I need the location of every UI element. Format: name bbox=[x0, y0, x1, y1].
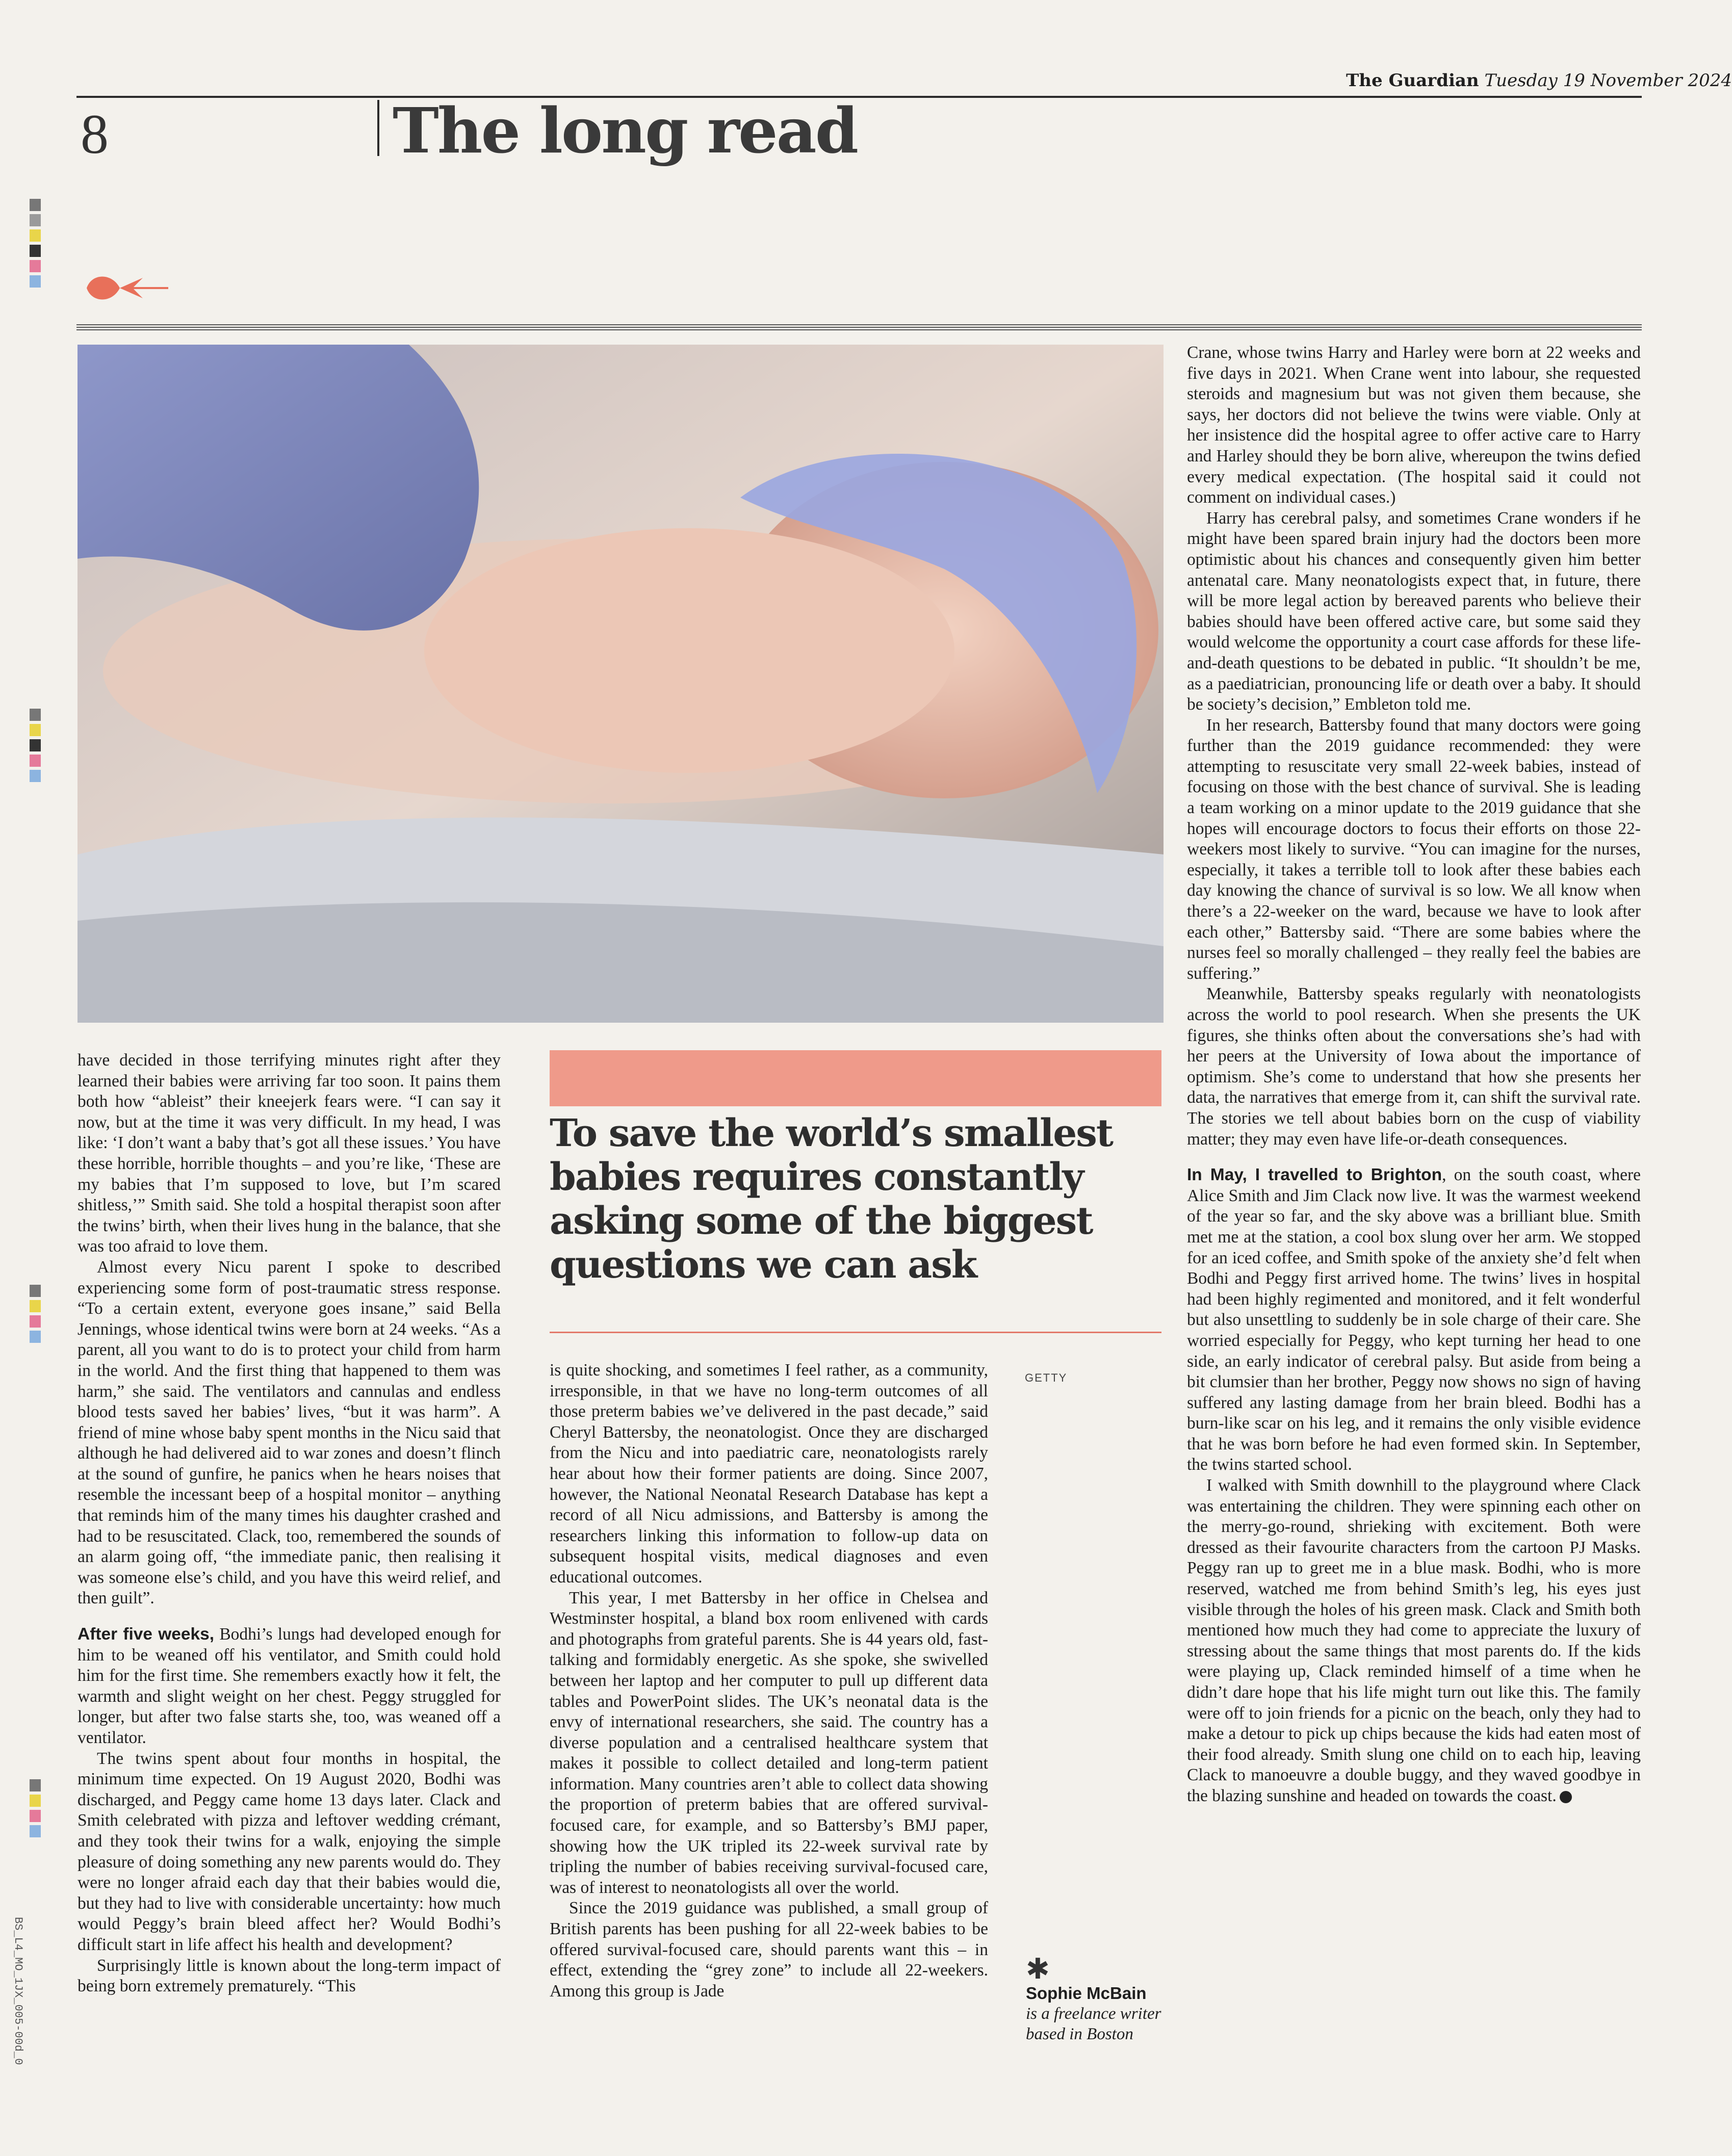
long-read-logo-icon bbox=[82, 263, 173, 314]
paragraph bbox=[77, 1624, 501, 1749]
paragraph-body: Bodhi’s lungs had developed enough for him to be weaned off his ventilator, and Smith could hold him for the first time. She remembers exactly how it felt, the warmth and slight weight on her chest. Peggy struggled for longer, but after two false starts she, too, was weaned off a ventilator. bbox=[77, 1625, 501, 1747]
registration-swatch bbox=[30, 1825, 41, 1837]
registration-swatch bbox=[30, 1285, 41, 1297]
print-margin-code: BS_L4_MO_1JX_005-00d_0 bbox=[12, 1917, 24, 2065]
registration-swatch bbox=[30, 1810, 41, 1822]
registration-swatch bbox=[30, 755, 41, 767]
registration-swatch bbox=[30, 724, 41, 736]
paragraph: Crane, whose twins Harry and Harley were born at 22 weeks and five days in 2021. When Crane went into labour, she requested steroids and magnesium but was not given them because, she says, her doctors did not believe the twins were viable. Only at her insistence did the hospital agree to offer active care to Harry and Harley should they be born alive, whereupon the twins defied every medical expectation. (The hospital said it could not comment on individual cases.) bbox=[1187, 343, 1641, 507]
paragraph-body: , on the south coast, where Alice Smith and Jim Clack now live. It was the warmest weekend of the year so far, and the sky above was a brilliant blue. Smith met me at the station, a cool box slung over her arm. We stopped for an iced coffee, and Smith spoke of the anxiety she’d felt when Bodhi and Peggy first arrived home. The twins’ lives in hospital had been highly regimented and monitored, and it felt wonderful but also unsettling to suddenly be in sole charge of their care. She worried especially for Peggy, who kept turning her head to one side, an early indicator of cerebral palsy. But aside from being a bit clumsier than her brother, Peggy now shows no sign of having suffered any lasting damage from her brain bleed. Bodhi has a burn-like scar on his leg, and it remains the only visible evidence that he was born before he had even formed skin. In September, the twins started school. bbox=[1187, 1165, 1641, 1474]
paragraph: have decided in those terrifying minutes right after they learned their babies were arriving far too soon. It pains them both how “ableist” their kneejerk fears were. “I can say it now, but at the time it was very difficult. In my head, I was like: ‘I don’t want a baby that’s got all these issues.’ You have these horrible, horrible thoughts – and you’re like, ‘These are my babies that I’m supposed to love, but I’m scared shitless,’” Smith said. She told a hospital therapist soon after the twins’ birth, when their lives hung in the balance, that she was too afraid to love them. bbox=[77, 1051, 501, 1256]
byline bbox=[1026, 1983, 1179, 2044]
paragraph: The twins spent about four months in hospital, the minimum time expected. On 19 August 2020, Bodhi was discharged, and Peggy came home 13 days later. Clack and Smith celebrated with pizza and leftover wedding crémant, and they took their twins for a walk, enjoying the simple pleasure of doing something any new parents would do. They were no longer afraid each day that their babies would die, but they had to live with considerable uncertainty: how much would Peggy’s brain bleed affect her? Would Bodhi’s difficult start in life affect his health and development? bbox=[77, 1749, 501, 1954]
registration-swatch bbox=[30, 739, 41, 751]
paragraph: In her research, Battersby found that many doctors were going further than the 2019 guidance recommended: they were attempting to resuscitate very small 22-week babies, instead of focusing on those with the best chance of survival. She is leading a team working on a minor update to the 2019 guidance that she hopes will encourage doctors to focus their efforts on those 22-weekers most likely to survive. “You can imagine for the nurses, especially, it takes a terrible toll to look after these babies each day knowing the chance of survival is so low. We all know when there’s a 22-weeker on the ward, because we have to look after each other,” Battersby said. “There are some babies where the nurses feel so morally challenged – they really feel the babies are suffering.” bbox=[1187, 715, 1641, 983]
registration-swatch bbox=[30, 245, 41, 257]
paragraph-body: I walked with Smith downhill to the playground where Clack was entertaining the children. They were spinning each other on the merry-go-round, shrieking with excitement. Both were dressed as their favourite characters from the cartoon PJ Masks. Peggy ran up to greet me in a blue mask. Bodhi, who is more reserved, watched me from behind Smith’s leg, his eyes just visible through the holes of his green mask. Clack and Smith both mentioned how much they had come to appreciate the luxury of stressing about the same things that most parents do. If the kids were playing up, Clack reminded himself of a time when he didn’t dare hope that his life might turn out like this. The family were off to join friends for a picnic on the beach, only they had to make a detour to pick up chips because the kids had eaten most of their food already. Smith slung one child on to each hip, leaving Clack to manoeuvre a double buggy, and they waved goodbye in the blazing sunshine and headed on towards the coast. bbox=[1187, 1476, 1641, 1805]
photo-credit: GETTY bbox=[1025, 1371, 1068, 1384]
top-rule bbox=[76, 96, 1642, 98]
paragraph: Harry has cerebral palsy, and sometimes Crane wonders if he might have been spared brain injury had the doctors been more optimistic about his chances and consequently given him better antenatal care. Many neonatologists expect that, in future, there will be more legal action by bereaved parents who believe their babies should have been offered active care, but some said they would welcome the opportunity a court case affords for these life-and-death questions to be debated in public. “It shouldn’t be me, as a paediatrician, pronouncing life or death over a baby. It should be society’s decision,” Embleton told me. bbox=[1187, 508, 1641, 714]
paragraph bbox=[1187, 1475, 1641, 1807]
registration-swatch bbox=[30, 1795, 41, 1807]
registration-swatch bbox=[30, 1300, 41, 1312]
article-column-2 bbox=[550, 1360, 988, 2002]
newborn-photo bbox=[77, 345, 1164, 1023]
paragraph: Surprisingly little is known about the long-term impact of being born extremely prematurely. “This bbox=[77, 1956, 501, 1996]
paragraph: This year, I met Battersby in her office in Chelsea and Westminster hospital, a bland box room enlivened with cards and photographs from grateful parents. She is 44 years old, fast-talking and formidably energetic. As she spoke, she swivelled between her laptop and her computer to pull up different data tables and PowerPoint slides. The UK’s neonatal data is the envy of international researchers, she said. The country has a diverse population and a centralised healthcare system that makes it possible to collect detailed and long-term patient information. Many countries aren’t able to collect data showing the proportion of preterm babies that are offered survival-focused care, for example, and so Battersby’s BMJ paper, showing how the UK tripled its 22-week survival rate by tripling the number of babies receiving survival-focused care, was of interest to neonatologists all over the world. bbox=[550, 1588, 988, 1897]
byline-role: is a freelance writer based in Boston bbox=[1026, 2005, 1161, 2043]
paragraph: is quite shocking, and sometimes I feel rather, as a community, irresponsible, in that we have no long-term outcomes of all those preterm babies we’ve delivered in the past decade,” said Cheryl Battersby, the neonatologist. Once they are discharged from the Nicu and into paediatric care, neonatologists rarely hear about how their former patients are doing. Since 2007, however, the National Neonatal Research Database has kept a record of all Nicu admissions, and Battersby is among the researchers linking this information to follow-up data on subsequent hospital visits, medical diagnoses and even educational outcomes. bbox=[550, 1361, 988, 1587]
pull-quote-bar bbox=[550, 1050, 1161, 1106]
registration-swatch bbox=[30, 1779, 41, 1791]
registration-swatch bbox=[30, 709, 41, 721]
registration-swatch bbox=[30, 770, 41, 782]
paragraph: Since the 2019 guidance was published, a small group of British parents has been pushing for all 22-week babies to be offered survival-focused care, should parents want this – in effect, extending the “grey zone” to include all 22-weekers. Among this group is Jade bbox=[550, 1899, 988, 2001]
registration-swatch bbox=[30, 260, 41, 272]
paragraph: Almost every Nicu parent I spoke to described experiencing some form of post-traumatic stress response. “To a certain extent, everyone goes insane,” said Bella Jennings, whose identical twins were born at 24 weeks. “As a parent, all you want to do is to protect your child from harm in the world. And the first thing that happened to them was harm,” she said. The ventilators and cannulas and endless blood tests saved her babies’ lives, “but it was harm”. A friend of mine whose baby spent months in the Nicu said that although he had delivered aid to war zones and doesn’t flinch at the sound of gunfire, he panics when he hears noises that resemble the incessant beep of a hospital monitor – anything that reminds him of the many times his daughter crashed and had to be resuscitated. Clack, too, remembered the sounds of an alarm going off, “the immediate panic, then realising it was someone else’s child, and you have this weird relief, and then guilt”. bbox=[77, 1257, 501, 1608]
byline-name: Sophie McBain bbox=[1026, 1984, 1147, 2003]
registration-swatch bbox=[30, 275, 41, 288]
masthead-date: Tuesday 19 November 2024 bbox=[1484, 70, 1732, 91]
pull-quote-rule bbox=[550, 1332, 1161, 1333]
section-divider bbox=[377, 100, 379, 156]
page-number: 8 bbox=[81, 103, 109, 165]
masthead-paper: The Guardian bbox=[1346, 70, 1479, 91]
section-title: The long read bbox=[393, 94, 858, 167]
registration-swatch bbox=[30, 214, 41, 226]
paragraph: Meanwhile, Battersby speaks regularly with neonatologists across the world to pool research. When she presents the UK figures, she thinks often about the conversations she’s had with her peers at the University of Iowa about the importance of optimism. She’s come to understand that how she presents her data, the narratives that emerge from it, can shift the survival rate. The stories we tell about babies born on the cusp of viability matter; they may even have life-or-death consequences. bbox=[1187, 984, 1641, 1149]
byline-asterisk-icon: ✱ bbox=[1026, 1953, 1050, 1986]
registration-swatch bbox=[30, 229, 41, 242]
masthead bbox=[1346, 70, 1732, 91]
article-column-4 bbox=[1187, 343, 1641, 1807]
end-mark-icon bbox=[1560, 1791, 1572, 1803]
registration-swatch bbox=[30, 1331, 41, 1343]
paragraph-lead: In May, I travelled to Brighton bbox=[1187, 1165, 1442, 1185]
paragraph-lead: After five weeks, bbox=[77, 1625, 215, 1644]
article-column-1 bbox=[77, 1050, 501, 1997]
pull-quote: To save the world’s smallest babies requires constantly asking some of the biggest questions we can ask bbox=[550, 1111, 1113, 1287]
registration-swatch bbox=[30, 1315, 41, 1328]
paragraph bbox=[1187, 1165, 1641, 1475]
header-rule bbox=[76, 324, 1642, 331]
registration-swatch bbox=[30, 199, 41, 211]
